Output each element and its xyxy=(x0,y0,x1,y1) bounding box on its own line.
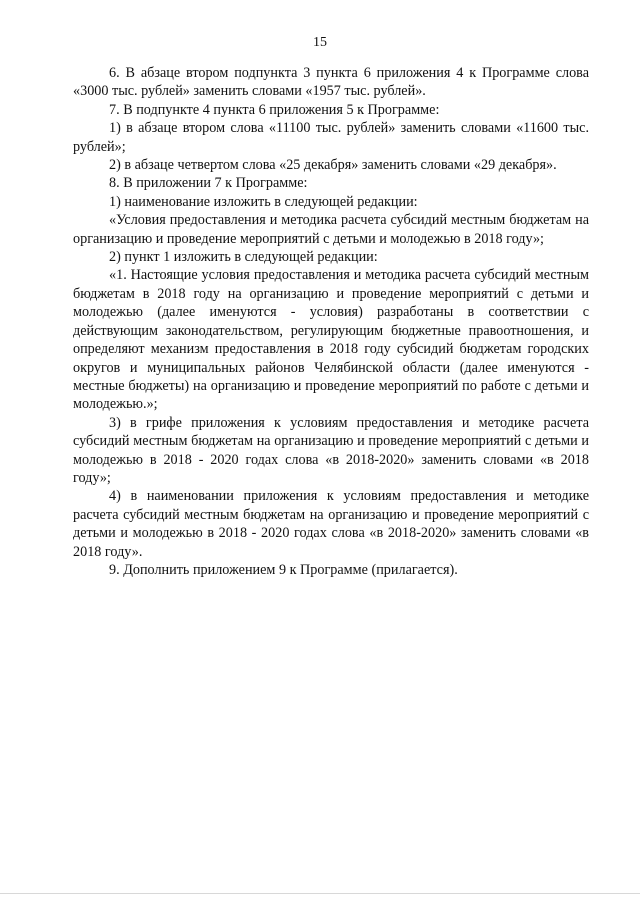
paragraph-item-9: 9. Дополнить приложением 9 к Программе (прилагается). xyxy=(109,561,458,578)
paragraph-subitem-8-1: 1) наименование изложить в следующей редакции: xyxy=(109,193,418,210)
paragraph-item-8: 8. В приложении 7 к Программе: xyxy=(109,175,308,192)
paragraph-subitem-7-1: 1) в абзаце втором слова «11100 тыс. рублей» заменить словами «11600 тыс. рублей»; xyxy=(73,120,589,155)
paragraph-subitem-8-2: 2) пункт 1 изложить в следующей редакции: xyxy=(109,249,378,266)
paragraph-item-6: 6. В абзаце втором подпункта 3 пункта 6 приложения 4 к Программе слова «3000 тыс. рублей» заменить словами «1957 тыс. рублей». xyxy=(73,65,589,100)
document-body xyxy=(73,64,589,579)
paragraph-point-1-quote: «1. Настоящие условия предоставления и методика расчета субсидий местным бюджетам в 2018 году на организацию и проведение мероприятий с детьми и молодежью (далее именуются - условия) разработаны в соответствии с действующим законодательством, регулирующим бюджетные правоотношения, и определяют механизм предоставления в 2018 году субсидий бюджетам городских округов и муниципальных районов Челябинской области (далее именуются - местные бюджеты) на организацию и проведение мероприятий по работе с детьми и молодежью.»; xyxy=(73,267,589,413)
paragraph-title-quote: «Условия предоставления и методика расчета субсидий местным бюджетам на организацию и проведение мероприятий с детьми и молодежью в 2018 году»; xyxy=(73,212,589,247)
page-number: 15 xyxy=(313,35,327,50)
page-bottom-edge xyxy=(0,893,640,894)
paragraph-subitem-8-4: 4) в наименовании приложения к условиям предоставления и методике расчета субсидий местным бюджетам на организацию и проведение мероприятий с детьми и молодежью в 2018 - 2020 годах слова «в 2018-2020» заменить словами «в 2018 году». xyxy=(73,488,589,560)
paragraph-item-7: 7. В подпункте 4 пункта 6 приложения 5 к Программе: xyxy=(109,101,440,118)
paragraph-subitem-8-3: 3) в грифе приложения к условиям предоставления и методике расчета субсидий местным бюджетам на организацию и проведение мероприятий с детьми и молодежью в 2018 - 2020 годах слова «в 2018-2020» заменить словами «в 2018 году»; xyxy=(73,414,589,486)
paragraph-subitem-7-2: 2) в абзаце четвертом слова «25 декабря» заменить словами «29 декабря». xyxy=(109,157,557,174)
